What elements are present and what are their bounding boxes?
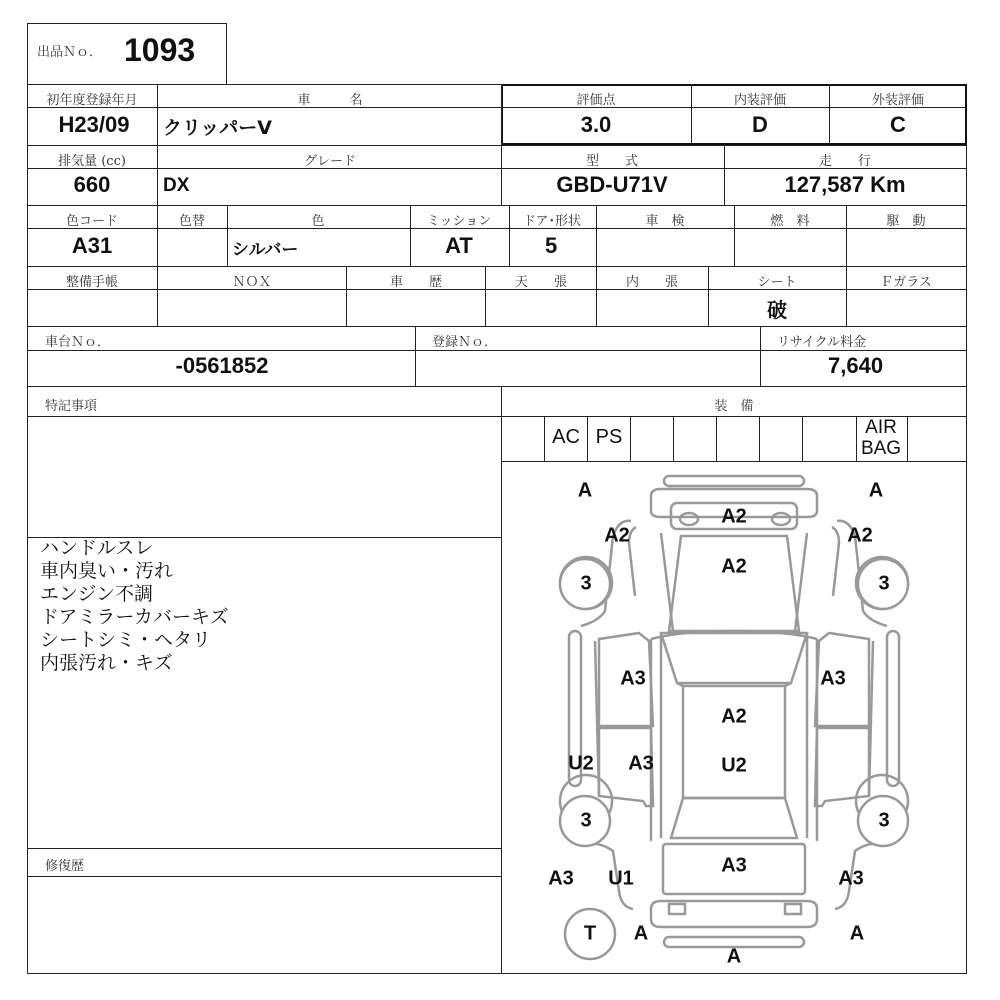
fuel-label: 燃 料 <box>770 214 810 229</box>
mark-rear-right-corner: A <box>849 922 865 945</box>
score-value: 3.0 <box>580 112 612 137</box>
ceiling-label: 天 張 <box>514 275 568 290</box>
mark-right-front-tire: 3 <box>878 572 890 595</box>
lot-number-value: 1093 <box>124 32 196 68</box>
history-label: 車 歴 <box>389 275 443 290</box>
grade-label: グレード <box>303 154 357 169</box>
airbag-text: AIR BAG <box>860 417 902 459</box>
registration-label: 登録Ｎｏ． <box>432 335 498 350</box>
mark-rear-right-quarter: A3 <box>838 867 864 890</box>
mark-front-bumper: A2 <box>721 505 747 528</box>
right-rear-door <box>815 728 869 806</box>
color-change-label: 色替 <box>178 214 206 229</box>
mark-hood: A2 <box>721 555 747 578</box>
mark-left-rear-tire: 3 <box>580 809 592 832</box>
grade-value: DX <box>163 175 190 196</box>
interior-trim-label: 内 張 <box>625 275 679 290</box>
mark-front-left-corner: A <box>577 479 593 502</box>
interior-value: D <box>752 112 768 137</box>
color-code-value: A31 <box>71 233 113 258</box>
mark-left-fender: A2 <box>604 524 630 547</box>
equipment-ac: AC <box>552 426 580 448</box>
remarks-list <box>40 537 229 675</box>
chassis-label: 車台Ｎｏ． <box>45 335 111 350</box>
exterior-value: C <box>890 112 906 137</box>
repair-label: 修復歴 <box>45 859 85 874</box>
mark-rear-left-corner: A <box>633 922 649 945</box>
hood <box>669 536 799 631</box>
right-rocker <box>887 631 899 786</box>
color-label: 色 <box>311 214 325 229</box>
remark-line: ドアミラーカバーキズ <box>40 606 229 628</box>
body-right <box>807 633 817 841</box>
recycle-label: リサイクル料金 <box>777 335 867 350</box>
nox-label: ＮＯＸ <box>232 275 272 290</box>
remark-line: エンジン不調 <box>40 583 154 605</box>
mark-left-front-tire: 3 <box>580 572 592 595</box>
door-value: 5 <box>545 233 558 258</box>
color-code-label: 色コード <box>65 214 119 229</box>
mark-tailgate: A3 <box>721 854 747 877</box>
mark-left-rear-door: A3 <box>628 752 654 775</box>
equipment-airbag <box>861 417 901 459</box>
remark-line: 車内臭い・汚れ <box>40 560 174 582</box>
mission-value: AT <box>445 233 473 258</box>
mark-rear-left-quarter: A3 <box>548 867 574 890</box>
remark-line: ハンドルスレ <box>40 537 154 559</box>
service-book-label: 整備手帳 <box>65 275 119 290</box>
remark-line: 内張汚れ・キズ <box>40 652 173 674</box>
displacement-value: 660 <box>73 172 111 197</box>
drive-label: 駆 動 <box>886 214 926 229</box>
displacement-label: 排気量 (cc) <box>58 154 126 169</box>
mission-label: ミッション <box>426 214 492 229</box>
reg-date-value: H23/09 <box>58 112 130 137</box>
recycle-value: 7,640 <box>828 353 884 378</box>
front-bumper-top <box>664 476 804 486</box>
rear-window <box>671 798 797 838</box>
mark-right-fender: A2 <box>847 524 873 547</box>
door-label: ドア･形状 <box>522 214 582 229</box>
mark-spare-tire: T <box>583 922 597 945</box>
mileage-label: 走 行 <box>818 154 872 169</box>
mark-left-rocker: U2 <box>568 752 594 775</box>
chassis-value: -0561852 <box>175 353 269 378</box>
mark-roof-rear: U2 <box>721 754 747 777</box>
f-glass-label: Ｆガラス <box>880 275 932 290</box>
color-value: シルバー <box>232 240 299 260</box>
equipment-label: 装 備 <box>714 399 754 414</box>
equipment-ps: PS <box>595 426 623 448</box>
exterior-label: 外装評価 <box>871 93 925 108</box>
mark-rear-bumper: A <box>726 945 742 968</box>
mileage-value: 127,587 Km <box>784 172 906 197</box>
reg-date-label: 初年度登録年月 <box>46 93 138 108</box>
mark-right-rear-tire: 3 <box>878 809 890 832</box>
interior-label: 内装評価 <box>733 93 787 108</box>
model-label: 型 式 <box>585 154 639 169</box>
mark-front-right-corner: A <box>868 479 884 502</box>
car-name-value: クリッパーV <box>163 117 272 139</box>
lot-number-label: 出品Ｎｏ． <box>37 45 103 60</box>
model-value: GBD-U71V <box>556 172 668 197</box>
windshield <box>661 633 807 683</box>
inspection-label: 車 検 <box>645 214 685 229</box>
mark-right-front-door: A3 <box>820 667 846 690</box>
seat-label: シート <box>757 275 797 290</box>
mark-roof: A2 <box>721 705 747 728</box>
remark-line: シートシミ・ヘタリ <box>40 629 212 651</box>
body-left <box>651 633 661 841</box>
mark-left-front-door: A3 <box>620 667 646 690</box>
car-name-label: 車 名 <box>297 93 363 108</box>
seat-value: 破 <box>767 298 787 322</box>
mark-rear-left-lower: U1 <box>608 867 634 890</box>
roof <box>683 686 785 798</box>
remarks-label: 特記事項 <box>45 399 98 414</box>
score-label: 評価点 <box>576 93 616 108</box>
